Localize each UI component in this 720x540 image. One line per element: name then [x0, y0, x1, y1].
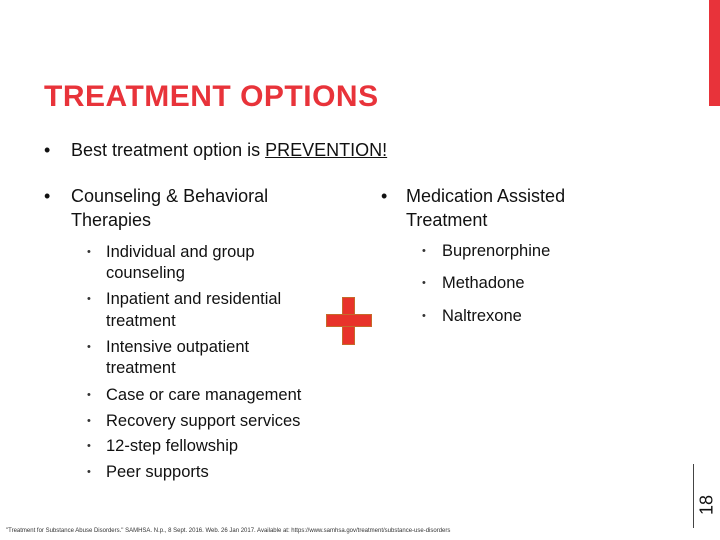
sub-bullet-dot: • [422, 310, 426, 322]
left-item: Peer supports [106, 463, 209, 481]
left-item: counseling [106, 264, 185, 282]
intro-emphasis: PREVENTION! [265, 140, 388, 160]
left-item: Recovery support services [106, 412, 301, 430]
left-item: Inpatient and residential [106, 290, 282, 308]
sub-bullet-dot: • [87, 341, 91, 353]
left-item: Individual and group [106, 243, 255, 261]
right-heading-line1: Medication Assisted [406, 186, 566, 206]
slide-title: TREATMENT OPTIONS [44, 80, 379, 113]
accent-bar [709, 0, 720, 106]
bullet-dot: • [44, 140, 51, 160]
sub-bullet-dot: • [87, 415, 91, 427]
left-item: treatment [106, 312, 176, 330]
left-item: 12-step fellowship [106, 437, 239, 455]
left-item: Intensive outpatient [106, 338, 250, 356]
citation-footnote: "Treatment for Substance Abuse Disorders." SAMHSA. N.p., 8 Sept. 2016. Web. 26 Jan 2017. Available at: https://www.samhsa.gov/treatment/substance-use-disorders [6, 528, 451, 534]
sub-bullet-dot: • [422, 277, 426, 289]
left-heading-line2: Therapies [71, 210, 152, 230]
sub-bullet-dot: • [87, 293, 91, 305]
sub-bullet-dot: • [87, 246, 91, 258]
plus-icon [326, 297, 372, 345]
left-item: treatment [106, 359, 176, 377]
sub-bullet-dot: • [87, 466, 91, 478]
right-item: Buprenorphine [442, 242, 551, 260]
page-number-text: 18 [696, 494, 717, 516]
bullet-dot: • [44, 186, 51, 206]
sub-bullet-dot: • [422, 245, 426, 257]
right-heading-line2: Treatment [406, 210, 488, 230]
left-item: Case or care management [106, 386, 302, 404]
sub-bullet-dot: • [87, 389, 91, 401]
left-heading-line1: Counseling & Behavioral [71, 186, 269, 206]
intro-text [71, 139, 387, 161]
sub-bullet-dot: • [87, 440, 91, 452]
bullet-dot: • [381, 186, 388, 206]
right-item: Methadone [442, 274, 525, 292]
intro-prefix: Best treatment option is [71, 140, 266, 160]
page-number [694, 490, 720, 520]
right-item: Naltrexone [442, 307, 522, 325]
